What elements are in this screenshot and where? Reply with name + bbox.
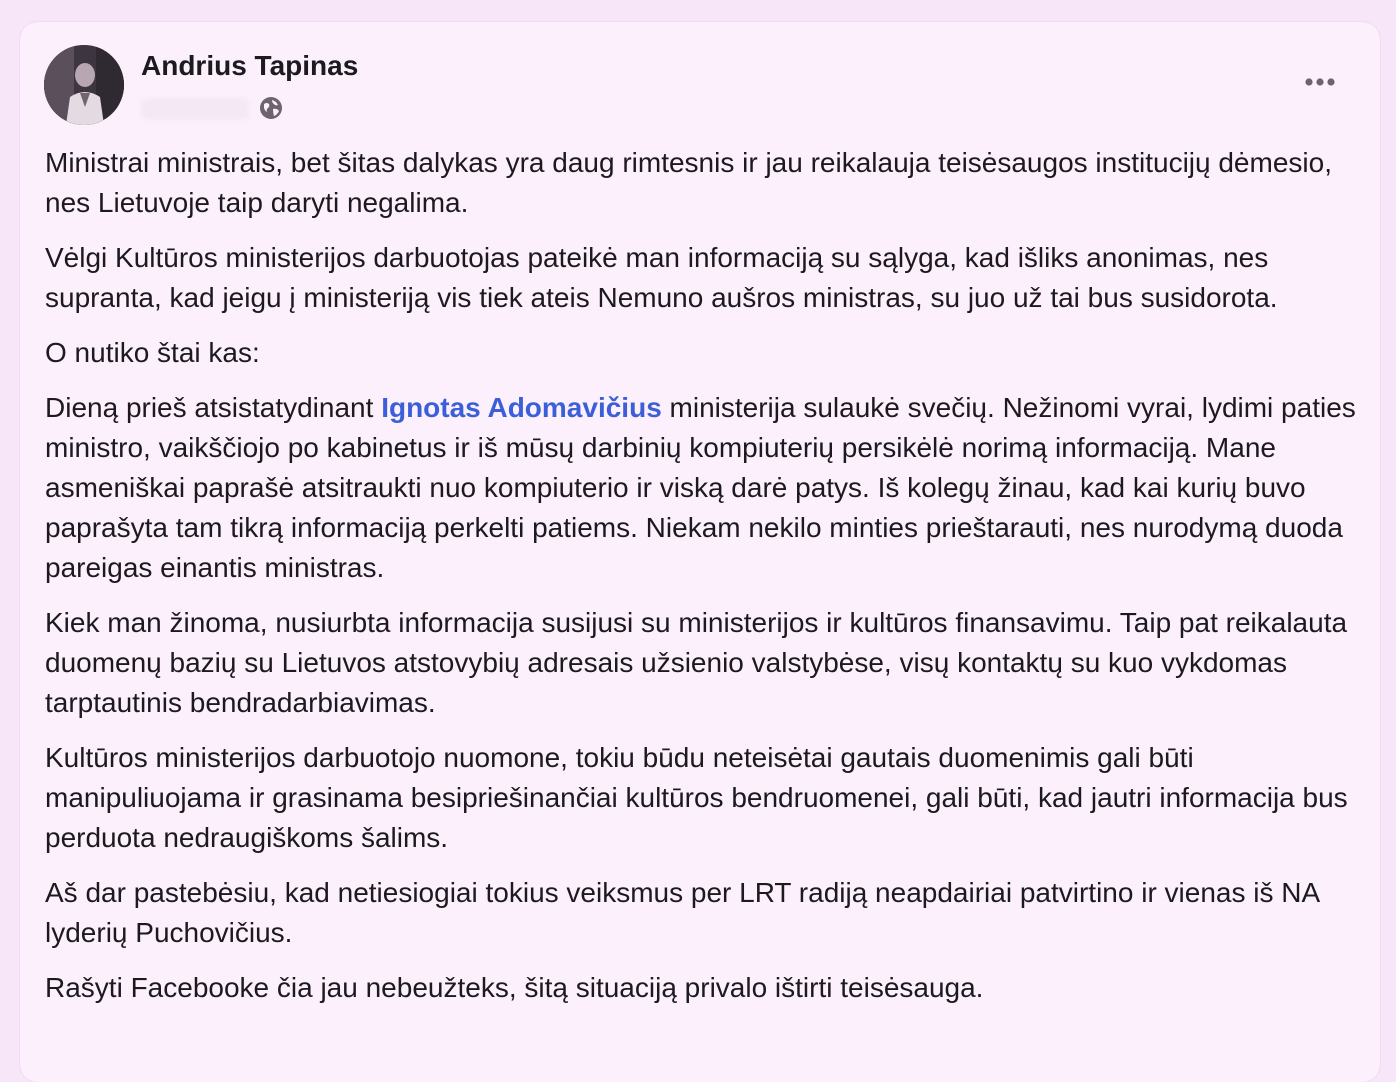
post-meta (141, 94, 291, 122)
post-paragraph: Kultūros ministerijos darbuotojo nuomone, tokiu būdu neteisėtai gautais duomenimis gali būti manipuliuojama ir grasinama besipriešinančiai kultūros bendruomenei, gali būti, kad jautri informacija bus perduota nedraugiškoms šalims. (45, 742, 1348, 853)
mention-link[interactable]: Ignotas Adomavičius (381, 392, 662, 423)
author-avatar[interactable] (44, 45, 124, 125)
author-name-link[interactable]: Andrius Tapinas (141, 50, 359, 81)
post-paragraph: Ministrai ministrais, bet šitas dalykas yra daug rimtesnis ir jau reikalauja teisėsaugos institucijų dėmesio, nes Lietuvoje taip daryti negalima. (45, 147, 1332, 218)
post-paragraph: Aš dar pastebėsiu, kad netiesiogiai tokius veiksmus per LRT radiją neapdairiai patvirtino ir vienas iš NA lyderių Puchovičius. (45, 877, 1319, 948)
more-options-icon[interactable] (1290, 67, 1350, 97)
post-text: Dieną prieš atsistatydinant (45, 392, 382, 423)
post-body (45, 143, 1365, 1023)
post-paragraph-with-mention (45, 388, 1365, 588)
post-card (20, 22, 1380, 1082)
post-timestamp[interactable] (141, 98, 249, 120)
post-paragraph: O nutiko štai kas: (45, 337, 260, 368)
avatar-photo-icon (44, 45, 124, 125)
post-text: ministerija sulaukė svečių. Nežinomi vyrai, lydimi paties ministro, vaikščiojo po kabinetus ir iš mūsų darbinių kompiuterių persikėlė norimą informaciją. Mane asmeniškai paprašė atsitraukti nuo kompiuterio ir viską darė patys. Iš kolegų žinau, kad kai kurių buvo paprašyta tam tikrą informaciją perkelti patiems. Niekam nekilo minties prieštarauti, nes nurodymą duoda pareigas einantis ministras. (45, 392, 1356, 583)
post-paragraph: Vėlgi Kultūros ministerijos darbuotojas pateikė man informaciją su sąlyga, kad išliks anonimas, nes supranta, kad jeigu į ministeriją vis tiek ateis Nemuno aušros ministras, su juo už tai bus susidorota. (45, 242, 1278, 313)
globe-icon[interactable] (258, 95, 284, 121)
post-paragraph: Rašyti Facebooke čia jau nebeužteks, šitą situaciją privalo ištirti teisėsauga. (45, 972, 984, 1003)
post-paragraph: Kiek man žinoma, nusiurbta informacija susijusi su ministerijos ir kultūros finansavimu. Taip pat reikalauta duomenų bazių su Lietuvos atstovybių adresais užsienio valstybėse, visų kontaktų su kuo vykdomas tarptautinis bendradarbiavimas. (45, 607, 1348, 718)
